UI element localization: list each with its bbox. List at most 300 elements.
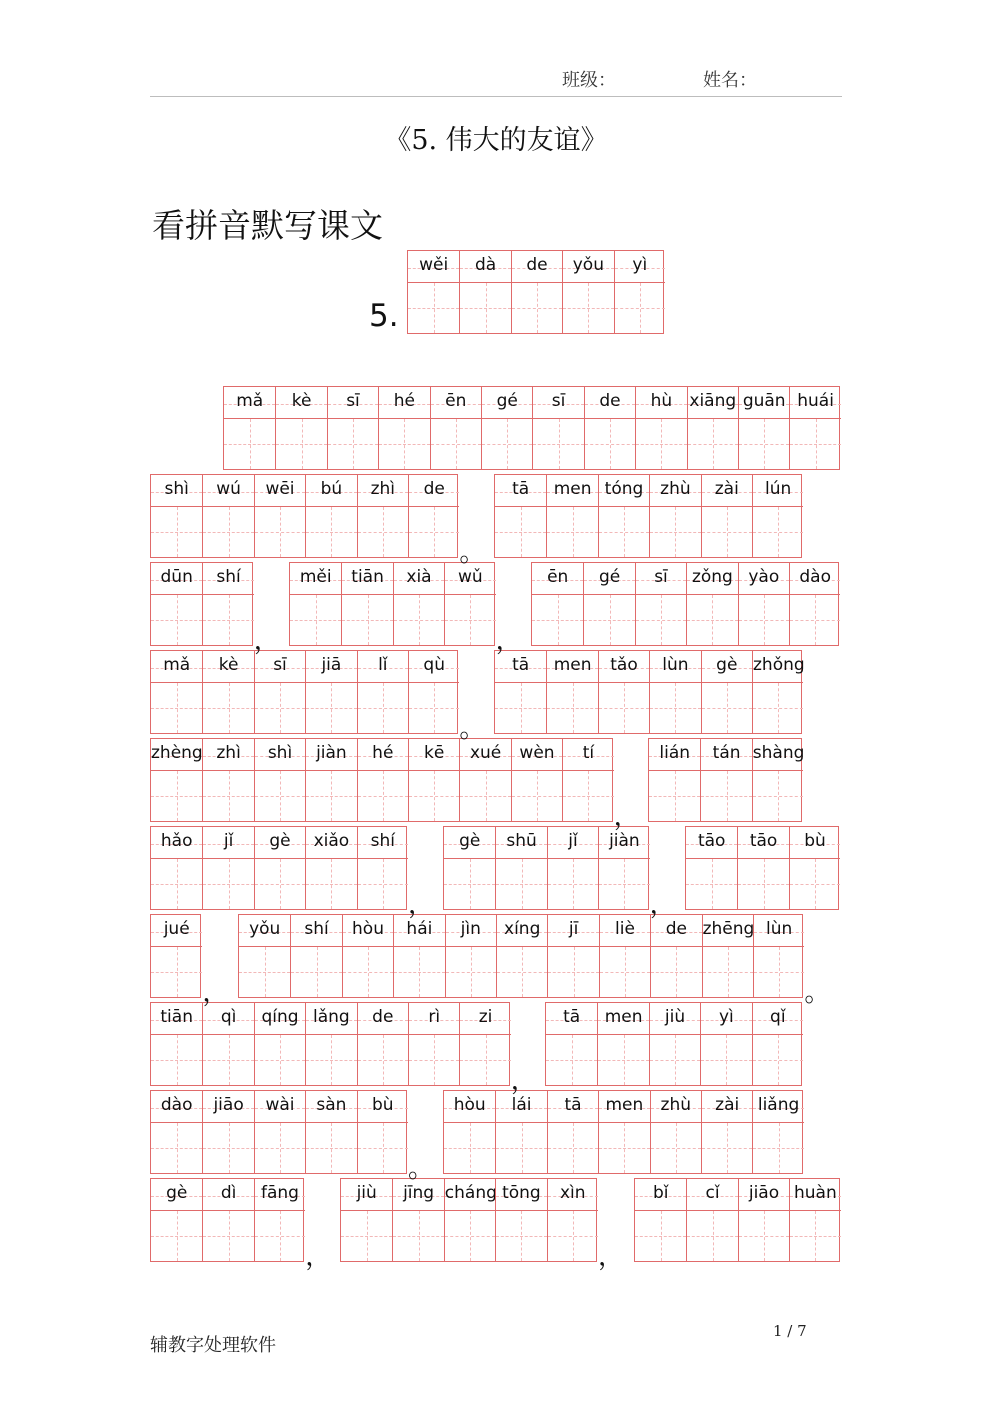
- character-cell[interactable]: [305, 651, 356, 733]
- character-cell[interactable]: [444, 1179, 495, 1261]
- pinyin-box: [753, 475, 803, 507]
- hanzi-writing-box[interactable]: [255, 683, 305, 733]
- hanzi-writing-box[interactable]: [203, 1035, 253, 1085]
- character-cell[interactable]: [342, 915, 393, 997]
- hanzi-writing-box[interactable]: [151, 1035, 202, 1085]
- character-cell[interactable]: [649, 651, 700, 733]
- pinyin-box: [739, 387, 789, 419]
- character-cell[interactable]: [511, 251, 562, 333]
- hanzi-writing-box[interactable]: [306, 859, 356, 909]
- pinyin-box: [563, 251, 613, 283]
- character-cell[interactable]: [151, 739, 202, 821]
- hanzi-writing-box[interactable]: [151, 683, 202, 733]
- hanzi-writing-box[interactable]: [650, 1035, 700, 1085]
- character-cell[interactable]: [649, 739, 700, 821]
- hanzi-writing-box[interactable]: [753, 507, 803, 557]
- hanzi-writing-box[interactable]: [753, 683, 803, 733]
- character-cell[interactable]: [584, 387, 635, 469]
- hanzi-writing-box[interactable]: [512, 283, 562, 333]
- character-cell[interactable]: [378, 387, 429, 469]
- pinyin-box: [563, 739, 613, 771]
- character-cell[interactable]: [151, 475, 202, 557]
- character-cell[interactable]: [649, 475, 700, 557]
- hanzi-writing-box[interactable]: [255, 1123, 305, 1173]
- hanzi-writing-box[interactable]: [341, 1211, 392, 1261]
- character-cell[interactable]: [597, 1003, 648, 1085]
- hanzi-writing-box[interactable]: [599, 507, 649, 557]
- character-cell[interactable]: [444, 827, 495, 909]
- hanzi-writing-box[interactable]: [649, 771, 700, 821]
- vertical-guide-line: [816, 419, 817, 469]
- hanzi-writing-box[interactable]: [599, 1123, 649, 1173]
- hanzi-writing-box[interactable]: [379, 419, 429, 469]
- hanzi-writing-box[interactable]: [306, 683, 356, 733]
- character-cell[interactable]: [547, 827, 598, 909]
- writing-box-group: [494, 474, 802, 558]
- hanzi-writing-box[interactable]: [650, 683, 700, 733]
- hanzi-writing-box[interactable]: [306, 1035, 356, 1085]
- hanzi-writing-box[interactable]: [739, 595, 789, 645]
- vertical-guide-line: [434, 683, 435, 733]
- character-cell[interactable]: [562, 739, 613, 821]
- hanzi-writing-box[interactable]: [636, 419, 686, 469]
- hanzi-writing-box[interactable]: [546, 1035, 597, 1085]
- comma-mark: ，: [253, 626, 280, 656]
- character-cell[interactable]: [752, 739, 803, 821]
- hanzi-writing-box[interactable]: [306, 507, 356, 557]
- character-cell[interactable]: [495, 1091, 546, 1173]
- hanzi-writing-box[interactable]: [563, 771, 613, 821]
- hanzi-writing-box[interactable]: [203, 595, 253, 645]
- pinyin-box: [255, 1003, 305, 1035]
- hanzi-writing-box[interactable]: [533, 419, 583, 469]
- hanzi-writing-box[interactable]: [358, 683, 408, 733]
- character-cell[interactable]: [738, 563, 789, 645]
- character-cell[interactable]: [357, 651, 408, 733]
- character-cell[interactable]: [532, 387, 583, 469]
- hanzi-writing-box[interactable]: [496, 859, 546, 909]
- character-cell[interactable]: [202, 563, 253, 645]
- character-cell[interactable]: [392, 1179, 443, 1261]
- character-cell[interactable]: [700, 739, 751, 821]
- character-cell[interactable]: [430, 387, 481, 469]
- character-cell[interactable]: [151, 1003, 202, 1085]
- character-cell[interactable]: [357, 827, 408, 909]
- hanzi-writing-box[interactable]: [599, 683, 649, 733]
- pinyin-box: [651, 1091, 701, 1123]
- hanzi-writing-box[interactable]: [328, 419, 378, 469]
- pinyin-text: yì: [632, 255, 648, 275]
- character-cell[interactable]: [511, 739, 562, 821]
- vertical-guide-line: [625, 947, 626, 997]
- hanzi-writing-box[interactable]: [497, 947, 547, 997]
- pinyin-box: [547, 651, 597, 683]
- hanzi-writing-box[interactable]: [599, 859, 649, 909]
- hanzi-writing-box[interactable]: [203, 1211, 253, 1261]
- pinyin-text: jiù: [356, 1183, 377, 1203]
- hanzi-writing-box[interactable]: [409, 683, 459, 733]
- pinyin-text: dūn: [160, 567, 193, 587]
- hanzi-writing-box[interactable]: [151, 1211, 202, 1261]
- hanzi-writing-box[interactable]: [358, 507, 408, 557]
- character-cell[interactable]: [202, 1091, 253, 1173]
- vertical-guide-line: [778, 683, 779, 733]
- character-cell[interactable]: [789, 827, 840, 909]
- hanzi-writing-box[interactable]: [291, 947, 341, 997]
- hanzi-writing-box[interactable]: [151, 507, 202, 557]
- period-mark: 。: [459, 714, 486, 744]
- character-cell[interactable]: [408, 1003, 459, 1085]
- character-cell[interactable]: [444, 1091, 495, 1173]
- hanzi-writing-box[interactable]: [547, 507, 597, 557]
- character-cell[interactable]: [290, 915, 341, 997]
- character-cell[interactable]: [686, 563, 737, 645]
- hanzi-writing-box[interactable]: [585, 419, 635, 469]
- hanzi-writing-box[interactable]: [790, 1211, 840, 1261]
- pinyin-box: [343, 915, 393, 947]
- comma-mark: ，: [495, 626, 522, 656]
- character-cell[interactable]: [305, 475, 356, 557]
- character-cell[interactable]: [393, 563, 444, 645]
- hanzi-writing-box[interactable]: [460, 283, 510, 333]
- hanzi-writing-box[interactable]: [495, 507, 546, 557]
- hanzi-writing-box[interactable]: [790, 419, 840, 469]
- character-cell[interactable]: [290, 563, 341, 645]
- pinyin-text: shí: [304, 919, 329, 939]
- hanzi-writing-box[interactable]: [394, 595, 444, 645]
- pinyin-box: [702, 1091, 752, 1123]
- hanzi-writing-box[interactable]: [255, 1211, 305, 1261]
- hanzi-writing-box[interactable]: [753, 1035, 803, 1085]
- writing-box-group: [150, 1178, 304, 1262]
- vertical-guide-line: [573, 859, 574, 909]
- character-cell[interactable]: [738, 387, 789, 469]
- hanzi-writing-box[interactable]: [203, 771, 253, 821]
- hanzi-writing-box[interactable]: [239, 947, 290, 997]
- character-cell[interactable]: [481, 387, 532, 469]
- character-cell[interactable]: [254, 651, 305, 733]
- hanzi-writing-box[interactable]: [739, 1211, 789, 1261]
- character-cell[interactable]: [305, 1003, 356, 1085]
- hanzi-writing-box[interactable]: [358, 859, 408, 909]
- hanzi-writing-box[interactable]: [445, 1211, 495, 1261]
- hanzi-writing-box[interactable]: [444, 859, 495, 909]
- vertical-guide-line: [280, 507, 281, 557]
- character-cell[interactable]: [496, 915, 547, 997]
- hanzi-writing-box[interactable]: [409, 771, 459, 821]
- hanzi-writing-box[interactable]: [738, 859, 788, 909]
- character-cell[interactable]: [495, 651, 546, 733]
- character-cell[interactable]: [459, 1003, 510, 1085]
- hanzi-writing-box[interactable]: [394, 947, 444, 997]
- hanzi-writing-box[interactable]: [446, 947, 496, 997]
- hanzi-writing-box[interactable]: [651, 947, 701, 997]
- character-cell[interactable]: [701, 1091, 752, 1173]
- hanzi-writing-box[interactable]: [532, 595, 583, 645]
- hanzi-writing-box[interactable]: [495, 683, 546, 733]
- character-cell[interactable]: [151, 563, 202, 645]
- hanzi-writing-box[interactable]: [703, 947, 753, 997]
- hanzi-writing-box[interactable]: [276, 419, 326, 469]
- character-cell[interactable]: [495, 475, 546, 557]
- character-cell[interactable]: [562, 251, 613, 333]
- hanzi-writing-box[interactable]: [598, 1035, 648, 1085]
- character-cell[interactable]: [547, 1179, 598, 1261]
- character-cell[interactable]: [202, 651, 253, 733]
- hanzi-writing-box[interactable]: [431, 419, 481, 469]
- character-cell[interactable]: [408, 475, 459, 557]
- pinyin-text: hòu: [453, 1095, 486, 1115]
- character-cell[interactable]: [408, 251, 459, 333]
- pinyin-box: [342, 563, 392, 595]
- hanzi-writing-box[interactable]: [753, 771, 803, 821]
- hanzi-writing-box[interactable]: [255, 859, 305, 909]
- character-cell[interactable]: [239, 915, 290, 997]
- character-cell[interactable]: [151, 1179, 202, 1261]
- hanzi-writing-box[interactable]: [343, 947, 393, 997]
- character-cell[interactable]: [598, 827, 649, 909]
- hanzi-writing-box[interactable]: [203, 507, 253, 557]
- hanzi-writing-box[interactable]: [393, 1211, 443, 1261]
- character-cell[interactable]: [202, 1179, 253, 1261]
- hanzi-writing-box[interactable]: [548, 859, 598, 909]
- character-cell[interactable]: [546, 1003, 597, 1085]
- hanzi-writing-box[interactable]: [701, 771, 751, 821]
- pinyin-box: [255, 827, 305, 859]
- hanzi-writing-box[interactable]: [790, 859, 840, 909]
- character-cell[interactable]: [254, 739, 305, 821]
- hanzi-writing-box[interactable]: [151, 595, 202, 645]
- character-cell[interactable]: [752, 1091, 803, 1173]
- hanzi-writing-box[interactable]: [203, 683, 253, 733]
- character-cell[interactable]: [224, 387, 275, 469]
- hanzi-writing-box[interactable]: [408, 283, 459, 333]
- pinyin-text: tāo: [697, 831, 726, 851]
- character-cell[interactable]: [357, 739, 408, 821]
- hanzi-writing-box[interactable]: [548, 947, 598, 997]
- character-cell[interactable]: [445, 915, 496, 997]
- hanzi-writing-box[interactable]: [739, 419, 789, 469]
- character-cell[interactable]: [459, 739, 510, 821]
- character-cell[interactable]: [702, 915, 753, 997]
- comma-mark: ，: [598, 1242, 625, 1272]
- character-cell[interactable]: [151, 915, 202, 997]
- character-cell[interactable]: [650, 915, 701, 997]
- character-cell[interactable]: [495, 827, 546, 909]
- hanzi-writing-box[interactable]: [255, 771, 305, 821]
- hanzi-writing-box[interactable]: [687, 595, 737, 645]
- character-cell[interactable]: [635, 1179, 686, 1261]
- vertical-guide-line: [250, 419, 251, 469]
- hanzi-writing-box[interactable]: [445, 595, 495, 645]
- character-cell[interactable]: [700, 1003, 751, 1085]
- character-cell[interactable]: [789, 387, 840, 469]
- character-cell[interactable]: [649, 1003, 700, 1085]
- character-cell[interactable]: [275, 387, 326, 469]
- hanzi-writing-box[interactable]: [702, 507, 752, 557]
- character-cell[interactable]: [202, 475, 253, 557]
- hanzi-writing-box[interactable]: [548, 1123, 598, 1173]
- vertical-guide-line: [177, 1123, 178, 1173]
- hanzi-writing-box[interactable]: [636, 595, 686, 645]
- hanzi-writing-box[interactable]: [496, 1211, 546, 1261]
- character-cell[interactable]: [752, 651, 803, 733]
- character-cell[interactable]: [202, 1003, 253, 1085]
- character-cell[interactable]: [357, 475, 408, 557]
- character-cell[interactable]: [614, 251, 665, 333]
- hanzi-writing-box[interactable]: [688, 419, 738, 469]
- character-cell[interactable]: [598, 651, 649, 733]
- hanzi-writing-box[interactable]: [563, 283, 613, 333]
- character-cell[interactable]: [546, 651, 597, 733]
- character-cell[interactable]: [444, 563, 495, 645]
- pinyin-text: tā: [564, 1095, 582, 1115]
- pinyin-box: [598, 1003, 648, 1035]
- character-cell[interactable]: [305, 827, 356, 909]
- character-cell[interactable]: [254, 475, 305, 557]
- hanzi-writing-box[interactable]: [687, 1211, 737, 1261]
- pinyin-text: gè: [716, 655, 738, 675]
- character-cell[interactable]: [202, 827, 253, 909]
- character-cell[interactable]: [635, 563, 686, 645]
- vertical-guide-line: [507, 419, 508, 469]
- hanzi-writing-box[interactable]: [151, 947, 202, 997]
- pinyin-box: [599, 475, 649, 507]
- hanzi-writing-box[interactable]: [615, 283, 665, 333]
- character-cell[interactable]: [151, 827, 202, 909]
- hanzi-writing-box[interactable]: [255, 507, 305, 557]
- character-cell[interactable]: [701, 651, 752, 733]
- character-cell[interactable]: [495, 1179, 546, 1261]
- pinyin-text: shū: [506, 831, 537, 851]
- character-cell[interactable]: [393, 915, 444, 997]
- hanzi-writing-box[interactable]: [460, 1035, 510, 1085]
- character-cell[interactable]: [151, 651, 202, 733]
- hanzi-writing-box[interactable]: [548, 1211, 598, 1261]
- hanzi-writing-box[interactable]: [409, 1035, 459, 1085]
- hanzi-writing-box[interactable]: [600, 947, 650, 997]
- character-cell[interactable]: [789, 563, 840, 645]
- character-cell[interactable]: [254, 827, 305, 909]
- hanzi-writing-box[interactable]: [151, 859, 202, 909]
- hanzi-writing-box[interactable]: [290, 595, 341, 645]
- character-cell[interactable]: [305, 739, 356, 821]
- character-cell[interactable]: [341, 1179, 392, 1261]
- comma-mark: ，: [649, 890, 676, 920]
- character-cell[interactable]: [408, 651, 459, 733]
- character-cell[interactable]: [254, 1091, 305, 1173]
- character-cell[interactable]: [598, 1091, 649, 1173]
- pinyin-text: guān: [742, 391, 786, 411]
- vertical-guide-line: [778, 507, 779, 557]
- hanzi-writing-box[interactable]: [151, 771, 202, 821]
- hanzi-writing-box[interactable]: [358, 1035, 408, 1085]
- character-cell[interactable]: [752, 475, 803, 557]
- pinyin-box: [290, 563, 341, 595]
- character-cell[interactable]: [752, 1003, 803, 1085]
- hanzi-writing-box[interactable]: [753, 1123, 803, 1173]
- hanzi-writing-box[interactable]: [203, 859, 253, 909]
- pinyin-box: [445, 1179, 495, 1211]
- hanzi-writing-box[interactable]: [702, 1123, 752, 1173]
- hanzi-writing-box[interactable]: [203, 1123, 253, 1173]
- character-cell[interactable]: [532, 563, 583, 645]
- hanzi-writing-box[interactable]: [255, 1035, 305, 1085]
- character-cell[interactable]: [701, 475, 752, 557]
- character-cell[interactable]: [151, 1091, 202, 1173]
- character-cell[interactable]: [254, 1003, 305, 1085]
- hanzi-writing-box[interactable]: [224, 419, 275, 469]
- character-cell[interactable]: [687, 387, 738, 469]
- hanzi-writing-box[interactable]: [444, 1123, 495, 1173]
- pinyin-text: men: [553, 479, 592, 499]
- character-cell[interactable]: [686, 1179, 737, 1261]
- hanzi-writing-box[interactable]: [482, 419, 532, 469]
- hanzi-writing-box[interactable]: [409, 507, 459, 557]
- character-cell[interactable]: [327, 387, 378, 469]
- vertical-guide-line: [676, 1123, 677, 1173]
- character-cell[interactable]: [635, 387, 686, 469]
- hanzi-writing-box[interactable]: [358, 1123, 408, 1173]
- hanzi-writing-box[interactable]: [686, 859, 737, 909]
- character-cell[interactable]: [459, 251, 510, 333]
- hanzi-writing-box[interactable]: [512, 771, 562, 821]
- character-cell[interactable]: [546, 475, 597, 557]
- pinyin-text: bù: [372, 1095, 394, 1115]
- character-cell[interactable]: [738, 1179, 789, 1261]
- hanzi-writing-box[interactable]: [358, 771, 408, 821]
- hanzi-writing-box[interactable]: [306, 771, 356, 821]
- character-cell[interactable]: [547, 915, 598, 997]
- hanzi-writing-box[interactable]: [701, 1035, 751, 1085]
- character-cell[interactable]: [357, 1091, 408, 1173]
- hanzi-writing-box[interactable]: [342, 595, 392, 645]
- hanzi-writing-box[interactable]: [650, 507, 700, 557]
- hanzi-writing-box[interactable]: [151, 1123, 202, 1173]
- character-cell[interactable]: [753, 915, 804, 997]
- hanzi-writing-box[interactable]: [754, 947, 804, 997]
- hanzi-writing-box[interactable]: [584, 595, 634, 645]
- hanzi-writing-box[interactable]: [635, 1211, 686, 1261]
- vertical-guide-line: [434, 283, 435, 333]
- hanzi-writing-box[interactable]: [651, 1123, 701, 1173]
- character-cell[interactable]: [408, 739, 459, 821]
- hanzi-writing-box[interactable]: [702, 683, 752, 733]
- character-cell[interactable]: [202, 739, 253, 821]
- hanzi-writing-box[interactable]: [790, 595, 840, 645]
- hanzi-writing-box[interactable]: [547, 683, 597, 733]
- character-cell[interactable]: [357, 1003, 408, 1085]
- pinyin-text: wěi: [419, 255, 449, 275]
- character-cell[interactable]: [254, 1179, 305, 1261]
- character-cell[interactable]: [583, 563, 634, 645]
- character-cell[interactable]: [737, 827, 788, 909]
- vertical-guide-line: [675, 1035, 676, 1085]
- hanzi-writing-box[interactable]: [496, 1123, 546, 1173]
- character-cell[interactable]: [789, 1179, 840, 1261]
- character-cell[interactable]: [686, 827, 737, 909]
- character-cell[interactable]: [598, 475, 649, 557]
- character-cell[interactable]: [305, 1091, 356, 1173]
- character-cell[interactable]: [599, 915, 650, 997]
- hanzi-writing-box[interactable]: [460, 771, 510, 821]
- hanzi-writing-box[interactable]: [306, 1123, 356, 1173]
- vertical-guide-line: [624, 683, 625, 733]
- pinyin-text: tōng: [502, 1183, 541, 1203]
- character-cell[interactable]: [650, 1091, 701, 1173]
- character-cell[interactable]: [547, 1091, 598, 1173]
- character-cell[interactable]: [341, 563, 392, 645]
